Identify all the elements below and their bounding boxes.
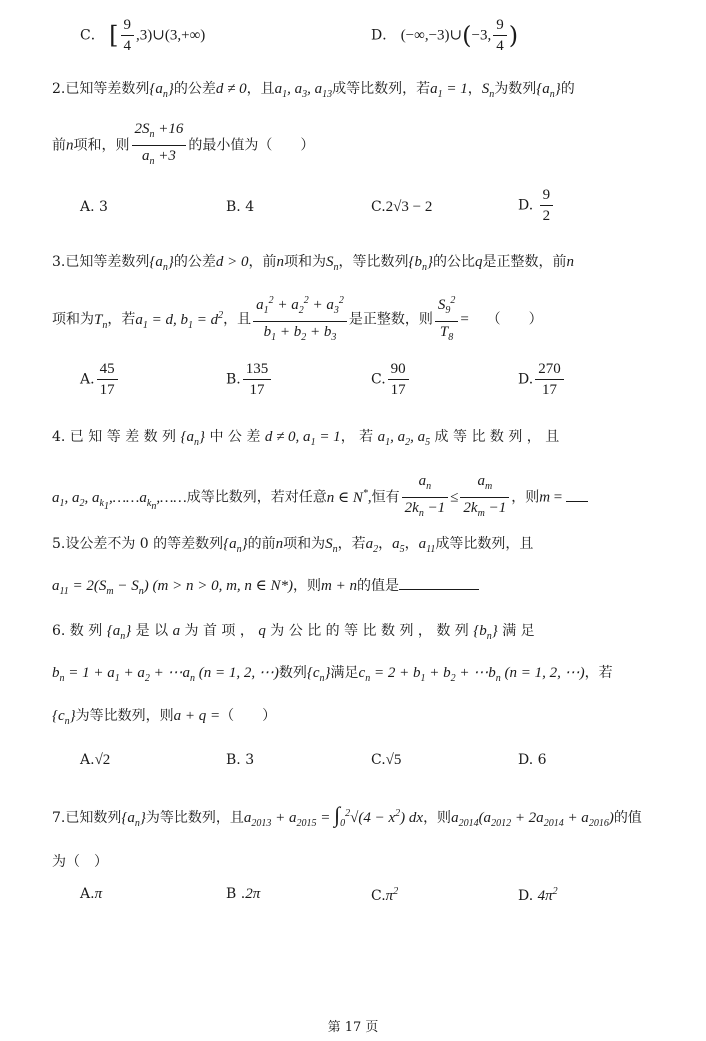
q3-line-2: 项和为$T_n$，若$a_1 = d$, $b_1 = d^2$，且 $\frac{a_1^2 + a_2^2 + a_3^2}{b_1 + b_2 + b_3}$ 是正整数，则 $\frac{S_9^2}{T_8}$ = （ ） [52, 292, 543, 347]
q3-option-d: D. $\frac{270}{17}$ [518, 360, 566, 399]
q1-option-d: D． (−∞,−3)∪(−3, $\frac{9}{4}$ ) [371, 17, 519, 54]
q3-option-c: C. $\frac{90}{17}$ [371, 360, 411, 399]
q2-line-1: 2.已知等差数列$\{a_n\}$的公差d ≠ 0，且$a_1$, $a_3$, $a_{13}$成等比数列，若$a_1 = 1$，$S_n$为数列$\{a_n\}$的 [52, 81, 575, 100]
q6-line-2: $b_n = 1 + a_1 + a_2$ + $\cdots a_n$ (n = 1, 2, ⋯)数列$\{c_n\}$满足$c_n = 2 + b_1 + b_2$ + $\cdots b_n$ (n = 1, 2, ⋯)，若 [52, 665, 613, 684]
q6-option-b: B. 3 [226, 752, 255, 768]
q5-line-1: 5.设公差不为 0 的等差数列$\{a_n\}$的前n项和为$S_n$，若$a_2$，$a_5$，$a_{11}$成等比数列，且 [52, 536, 534, 555]
q6-option-c: C.√5 [371, 752, 402, 768]
q7-option-d: D. $4\pi^2$ [518, 886, 558, 904]
q2-option-c: C.2√3 − 2 [371, 199, 433, 215]
q6-line-1: 6. 数 列 $\{a_n\}$ 是 以 a 为 首 项 ， q 为 公 比 的 等 比 数 列 ， 数 列 $\{b_n\}$ 满 足 [52, 623, 535, 642]
q2-option-b: B. 4 [226, 199, 255, 215]
q7-line-2: 为（ ） [52, 854, 108, 870]
q4-line-2: $a_1$, $a_2$, $a_{k_1},\dots\dots a_{k_n},\dots\dots$成等比数列，若对任意n ∈ N*,恒有 $\frac{a_n}{2k_n -1}$ ≤ $\frac{a_m}{2k_m -1}$ ，则m = [52, 472, 588, 523]
q7-line-1: 7.已知数列$\{a_n\}$为等比数列，且$a_{2013} + a_{2015} = \int_0^2√(4 - x^2)$ dx，则$a_{2014}(a_{2012} + 2a_{2014} + a_{2016})$的值 [52, 802, 642, 829]
page-number: 第 17 页 [327, 1020, 379, 1035]
q3-line-1: 3.已知等差数列$\{a_n\}$的公差d > 0，前n项和为$S_n$，等比数列$\{b_n\}$的公比q是正整数，前n [52, 254, 574, 273]
q7-option-c: $C.\pi^2$ [371, 886, 399, 904]
q1-option-c: C． [ $\frac{9}{4}$ ,3)∪(3,+∞) [80, 17, 206, 54]
q2-option-d: D. $\frac{9}{2}$ [518, 186, 555, 225]
q3-option-a: A. $\frac{45}{17}$ [80, 360, 120, 399]
q3-option-b: B. $\frac{135}{17}$ [226, 360, 273, 399]
q2-option-a: A. 3 [80, 199, 108, 215]
q4-line-1: 4. 已 知 等 差 数 列 $\{a_n\}$ 中 公 差 d ≠ 0, $a_1 = 1$， 若 $a_1$, $a_2$, $a_5$ 成 等 比 数 列 ， 且 [52, 429, 560, 448]
q6-line-3: $\{c_n\}$为等比数列，则a + q =（ ） [52, 708, 277, 727]
q2-line-2: 前n项和，则 $\frac{2S_n +16}{a_n +3}$ 的最小值为（ ） [52, 121, 315, 167]
q7-option-b: B .2π [226, 886, 261, 902]
q5-line-2: $a_{11} = 2(S_m - S_n) (m > n > 0$, m, n ∈ N*)，则m + n的值是 [52, 575, 479, 597]
q7-option-a: A.π [80, 886, 103, 902]
q6-option-d: D. 6 [518, 752, 547, 768]
q6-option-a: A.√2 [80, 752, 111, 768]
